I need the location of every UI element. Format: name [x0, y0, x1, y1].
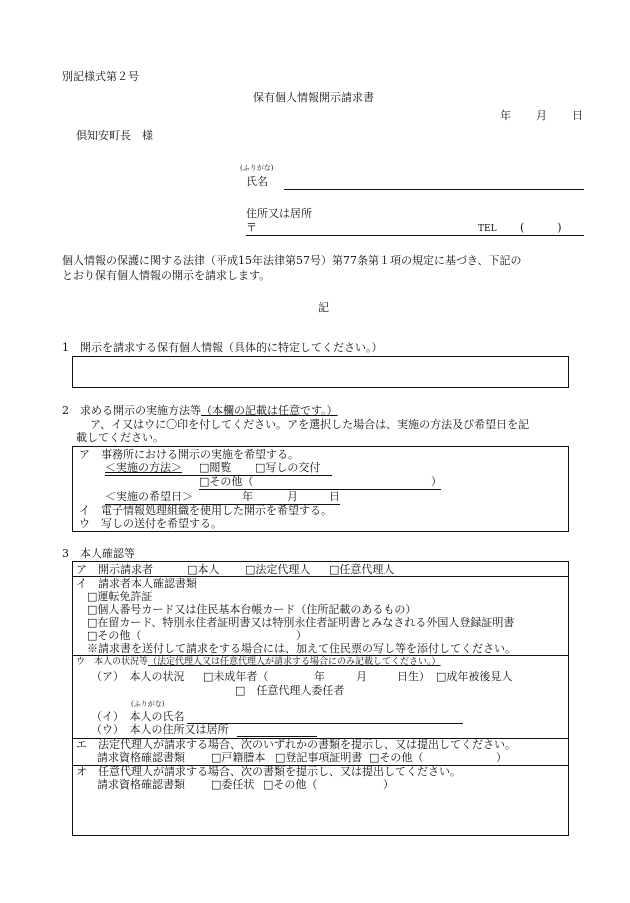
tel-label: TEL	[478, 224, 497, 234]
legal-rep-registry-checkbox[interactable]: □登記事項証明書	[275, 751, 363, 764]
principal-ward-checkbox[interactable]: □成年被後見人	[436, 670, 513, 683]
voluntary-rep-docs-label: 請求資格確認書類	[97, 778, 185, 791]
id-docs-label: イ 請求者本人確認書類	[76, 577, 197, 590]
legal-rep-docs-label: 請求資格確認書類	[97, 751, 185, 764]
legal-rep-other-checkbox[interactable]: □その他（	[369, 751, 424, 764]
date-year-label: 年	[500, 109, 511, 122]
method-a-label: ア 事務所における開示の実施を希望する。	[79, 448, 299, 461]
doc-other-checkbox[interactable]: □その他（	[87, 629, 142, 642]
intro-line-1: 個人情報の保護に関する法律（平成15年法律第57号）第77条第１項の規定に基づき、下記の	[62, 254, 522, 267]
section2-instruction-2: 載してください。	[76, 431, 164, 444]
voluntary-rep-other-close: ）	[383, 778, 394, 791]
method-u-label: ウ 写しの送付を希望する。	[79, 517, 222, 530]
requester-voluntary-checkbox[interactable]: □任意代理人	[329, 563, 395, 576]
principal-furigana: (ふりがな)	[131, 700, 165, 708]
method-view-checkbox[interactable]: □閲覧	[199, 461, 232, 474]
method-other-field[interactable]	[199, 489, 441, 490]
applicant-address-label: 住所又は居所	[246, 207, 312, 220]
desired-month-label: 月	[287, 490, 298, 503]
intro-line-2: とおり保有個人情報の開示を請求します。	[62, 269, 271, 282]
method-other-checkbox[interactable]: □その他（	[199, 475, 254, 488]
method-copy-checkbox[interactable]: □写しの交付	[255, 461, 321, 474]
ki-mark: 記	[318, 301, 329, 314]
form-number: 別記様式第２号	[62, 70, 139, 83]
date-day-label: 日	[572, 109, 583, 122]
legal-rep-koseki-checkbox[interactable]: □戸籍謄本	[211, 751, 266, 764]
requester-legal-checkbox[interactable]: □法定代理人	[245, 563, 311, 576]
applicant-furigana: (ふりがな)	[240, 164, 274, 172]
section2-heading-text: 2 求める開示の実施方法等	[62, 404, 201, 417]
requested-info-box[interactable]	[72, 356, 569, 388]
applicant-name-label: 氏名	[246, 175, 268, 188]
applicant-name-field[interactable]	[284, 189, 584, 190]
principal-delegator-checkbox[interactable]: □ 任意代理人委任者	[235, 684, 345, 697]
principal-status-a: （ア） 本人の状況	[91, 670, 185, 683]
principal-status-note: （法定代理人又は任意代理人が請求する場合にのみ記載してください。）	[148, 657, 441, 667]
principal-status-label	[76, 657, 441, 667]
principal-birth-month: 月	[356, 670, 367, 683]
doc-drivers-license-checkbox[interactable]: □運転免許証	[87, 590, 153, 603]
voluntary-rep-label: オ 任意代理人が請求する場合、次の書類を提示し、又は提出してください。	[76, 765, 461, 778]
principal-minor-checkbox[interactable]: □未成年者（	[203, 670, 269, 683]
principal-status-text: ウ 本人の状況等	[76, 657, 149, 667]
section2-heading-note: （本欄の記載は任意です。）	[201, 404, 338, 417]
doc-mynumber-card-checkbox[interactable]: □個人番号カード又は住民基本台帳カード（住所記載のあるもの）	[87, 603, 417, 616]
desired-year-label: 年	[242, 490, 253, 503]
row-divider	[73, 655, 568, 656]
voluntary-rep-proxy-checkbox[interactable]: □委任状	[211, 778, 255, 791]
legal-rep-label: エ 法定代理人が請求する場合、次のいずれかの書類を提示し、又は提出してください。	[76, 738, 516, 751]
tel-parens: ( )	[520, 221, 562, 234]
applicant-address-field[interactable]	[246, 235, 584, 236]
requester-label: ア 開示請求者	[76, 563, 153, 576]
desired-day-label: 日	[329, 490, 340, 503]
doc-residence-card-checkbox[interactable]: □在留カード、特別永住者証明書又は特別永住者証明書とみなされる外国人登録証明書	[87, 616, 515, 629]
principal-address-field[interactable]	[237, 736, 317, 737]
section2-heading	[62, 405, 338, 418]
section1-heading: 1 開示を請求する保有個人情報（具体的に特定してください。）	[62, 341, 383, 354]
voluntary-rep-other-checkbox[interactable]: □その他（	[263, 778, 318, 791]
addressee: 倶知安町長 様	[76, 129, 153, 142]
disclosure-method-box	[72, 446, 569, 532]
section3-heading: 3 本人確認等	[62, 547, 135, 560]
method-label: ＜実施の方法＞	[105, 461, 182, 474]
identity-box	[72, 561, 569, 836]
date-month-label: 月	[536, 109, 547, 122]
requester-self-checkbox[interactable]: □本人	[187, 563, 220, 576]
doc-other-close: ）	[296, 629, 307, 642]
postal-mark: 〒	[246, 221, 257, 234]
date-label: ＜実施の希望日＞	[105, 490, 193, 503]
principal-birth-day: 日生）	[397, 670, 430, 683]
method-other-close: ）	[431, 475, 442, 488]
mail-note: ※請求書を送付して請求をする場合には、加えて住民票の写し等を添付してください。	[87, 642, 516, 655]
principal-name-label: （イ） 本人の氏名	[91, 710, 185, 723]
section2-instruction-1: ア、イ又はウに〇印を付してください。アを選択した場合は、実施の方法及び希望日を記	[90, 418, 530, 431]
legal-rep-other-close: ）	[496, 751, 507, 764]
form-title: 保有個人情報開示請求書	[253, 91, 374, 104]
principal-birth-year: 年	[314, 670, 325, 683]
principal-address-label: （ウ） 本人の住所又は居所	[91, 723, 229, 736]
method-i-label: イ 電子情報処理組織を使用した開示を希望する。	[79, 504, 332, 517]
